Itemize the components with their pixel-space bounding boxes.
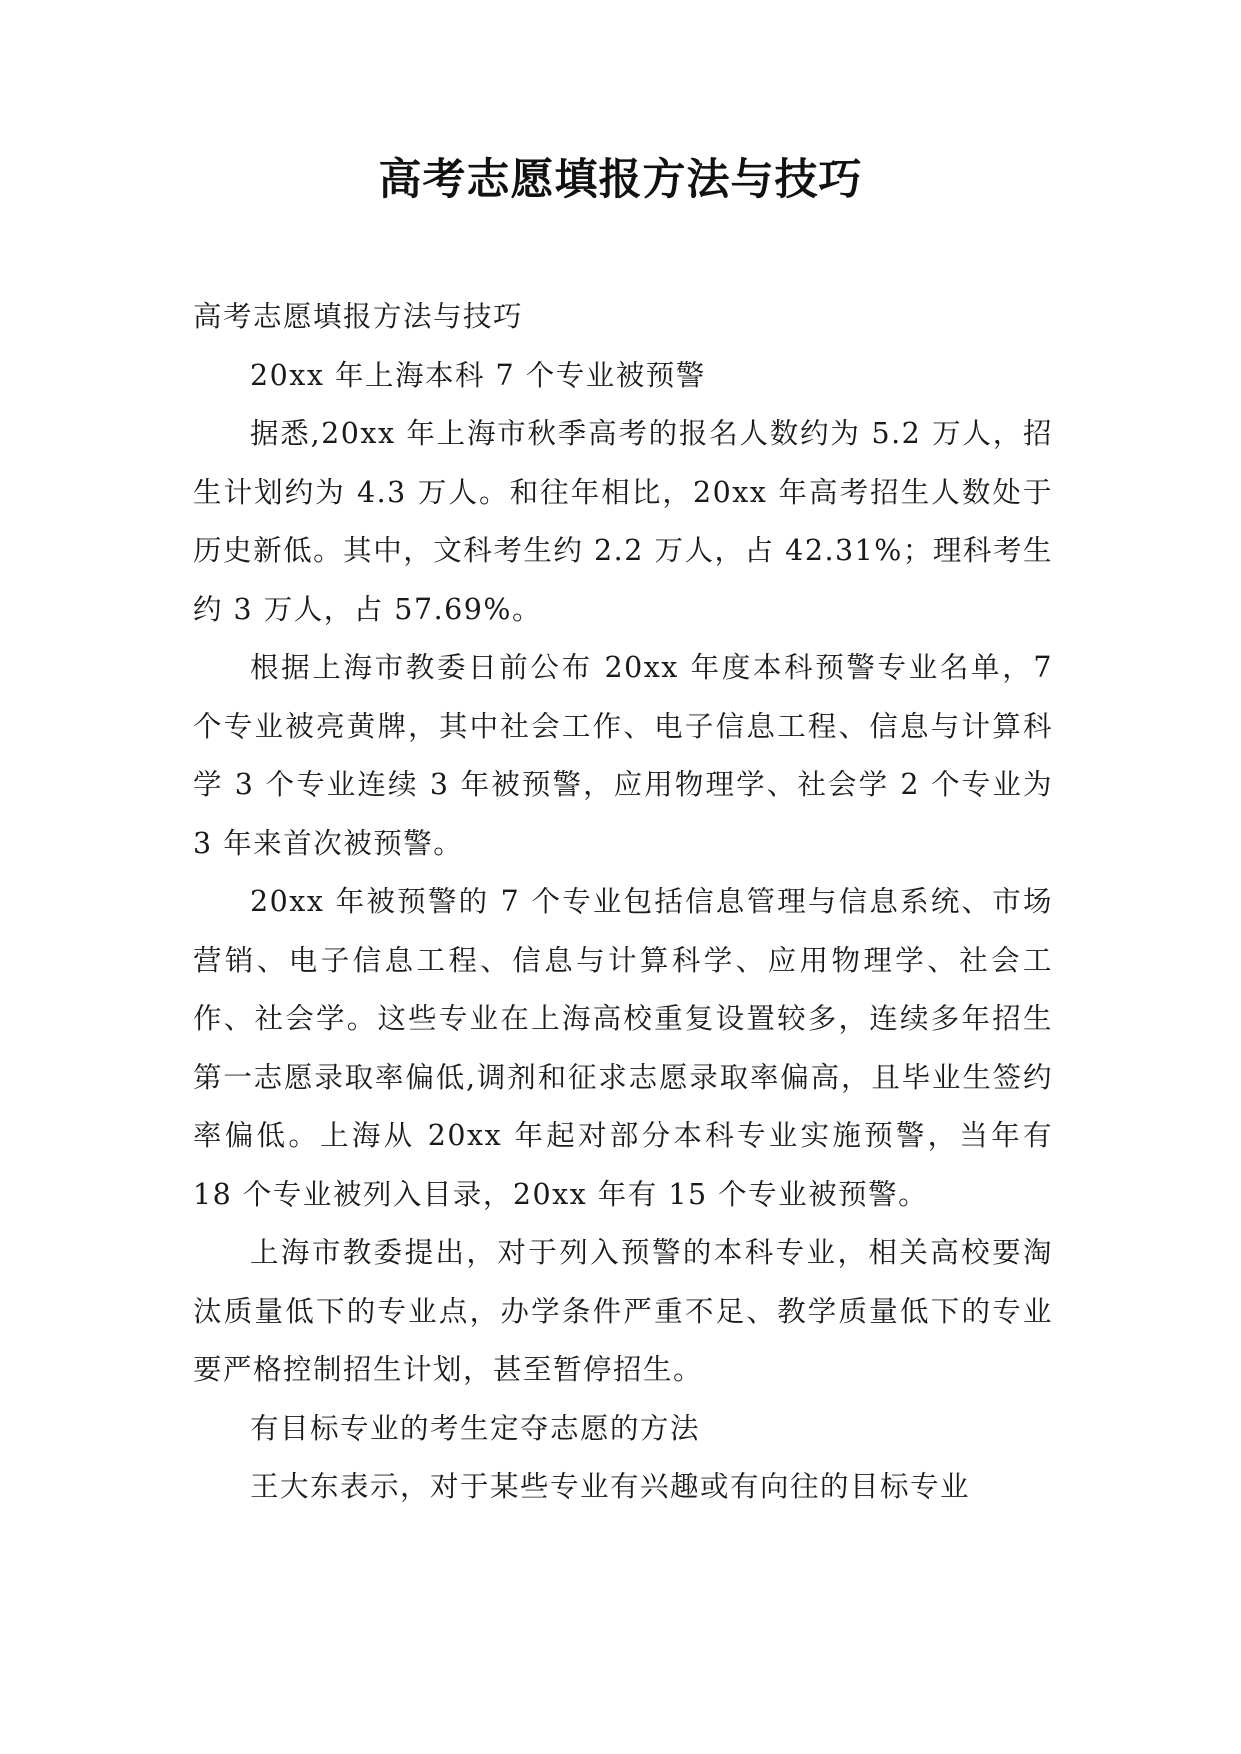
paragraph-commission-proposal: 上海市教委提出，对于列入预警的本科专业，相关高校要淘汰质量低下的专业点，办学条件严重不足、教学质量低下的专业要严格控制招生计划，甚至暂停招生。	[193, 1236, 1053, 1386]
paragraph-heading: 高考志愿填报方法与技巧	[193, 300, 524, 333]
paragraph-expert-comment: 王大东表示，对于某些专业有兴趣或有向往的目标专业	[250, 1470, 971, 1503]
paragraph-subheading-method: 有目标专业的考生定夺志愿的方法	[250, 1411, 701, 1445]
paragraph-enrollment-stats: 据悉,20xx 年上海市秋季高考的报名人数约为 5.2 万人，招生计划约为 4.3 万人。和往年相比，20xx 年高考招生人数处于历史新低。其中，文科考生约 2.2 万人，占 42.31%；理科考生约 3 万人，占 57.69%。	[193, 417, 1053, 626]
paragraph-warning-list: 根据上海市教委日前公布 20xx 年度本科预警专业名单，7 个专业被亮黄牌，其中社会工作、电子信息工程、信息与计算科学 3 个专业连续 3 年被预警，应用物理学、社会学 2 个专业为 3 年来首次被预警。	[193, 651, 1053, 860]
document-title: 高考志愿填报方法与技巧	[378, 155, 863, 205]
paragraph-warned-majors: 20xx 年被预警的 7 个专业包括信息管理与信息系统、市场营销、电子信息工程、信息与计算科学、应用物理学、社会工作、社会学。这些专业在上海高校重复设置较多，连续多年招生第一志愿录取率偏低,调剂和征求志愿录取率偏高，且毕业生签约率偏低。上海从 20xx 年起对部分本科专业实施预警，当年有 18 个专业被列入目录，20xx 年有 15 个专业被预警。	[193, 885, 1053, 1211]
document-body	[193, 288, 1053, 1517]
paragraph-subheading-warning: 20xx 年上海本科 7 个专业被预警	[250, 358, 706, 392]
